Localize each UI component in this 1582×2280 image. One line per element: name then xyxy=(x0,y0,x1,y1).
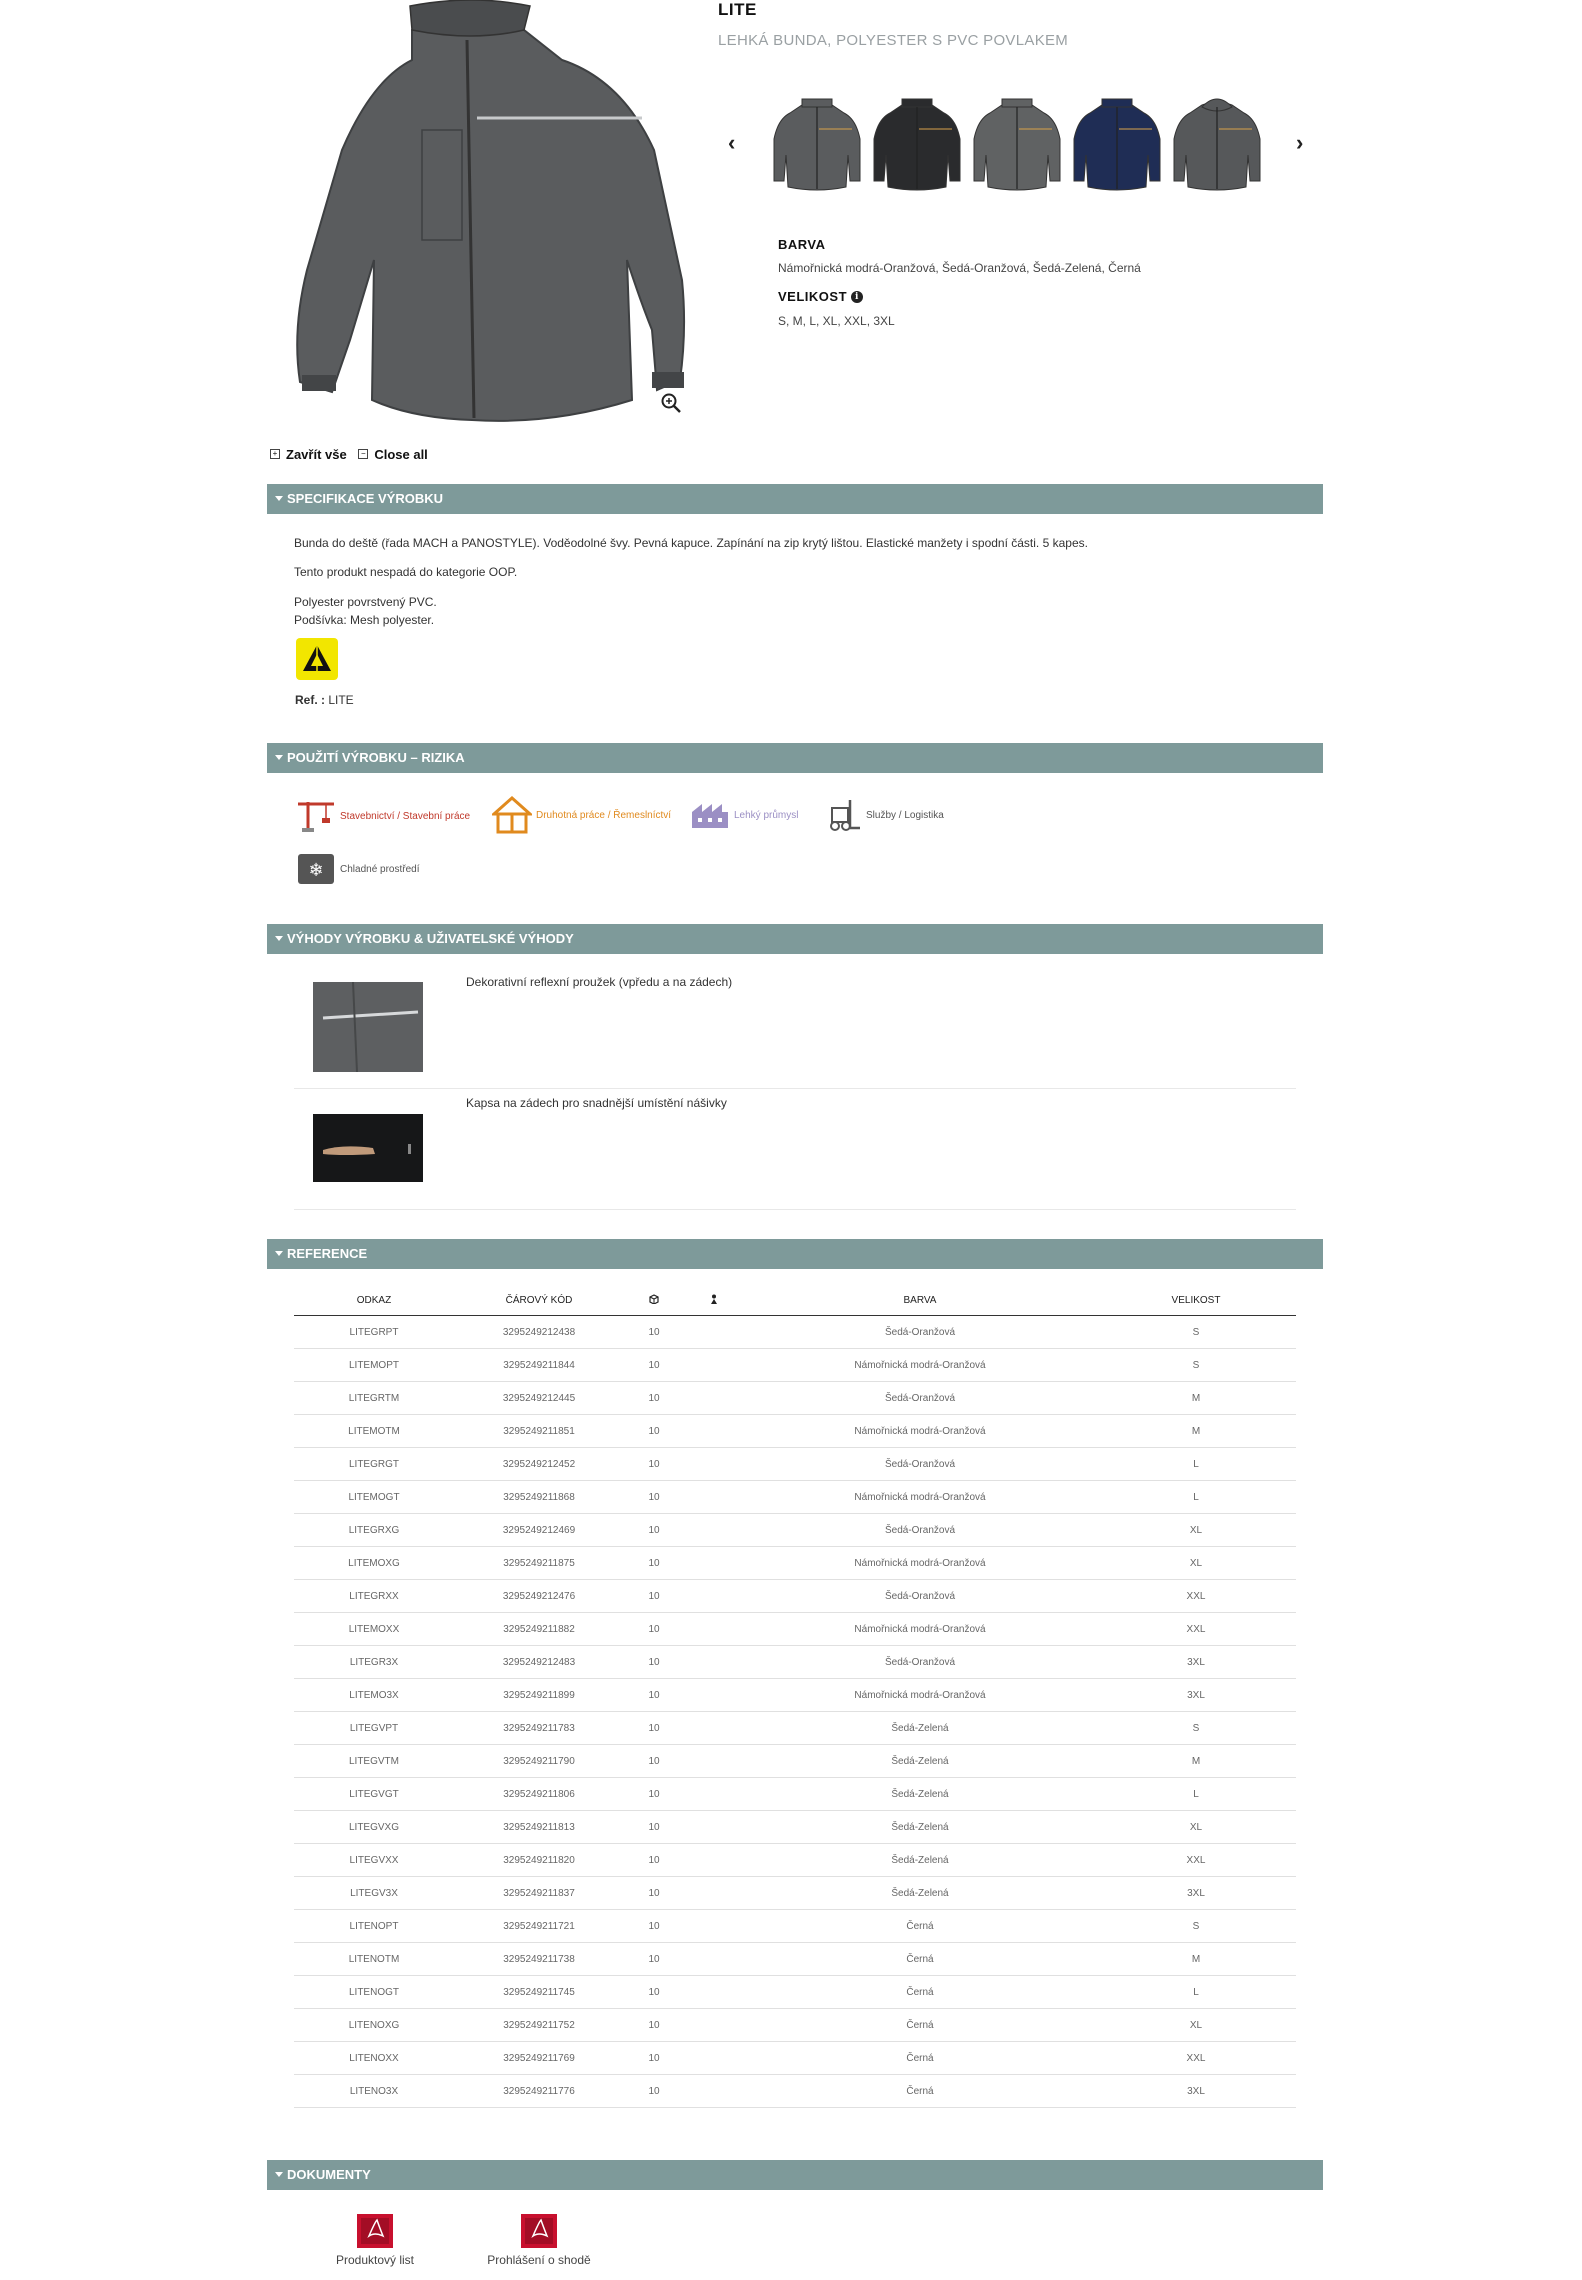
table-row xyxy=(294,1679,1296,1712)
cell-box-qty: 10 xyxy=(624,1481,684,1514)
section-header-specification[interactable] xyxy=(267,484,1323,514)
cell-ref: LITENOPT xyxy=(294,1910,454,1943)
cell-barcode: 3295249211776 xyxy=(454,2075,624,2108)
table-row xyxy=(294,1580,1296,1613)
cell-person xyxy=(684,1481,744,1514)
cell-barcode: 3295249212483 xyxy=(454,1646,624,1679)
cell-ref: LITEGVGT xyxy=(294,1778,454,1811)
column-header-box-icon xyxy=(624,1285,684,1316)
cell-color: Šedá-Oranžová xyxy=(744,1316,1096,1349)
cell-box-qty: 10 xyxy=(624,1547,684,1580)
thumbnail[interactable] xyxy=(1172,95,1262,191)
cell-barcode: 3295249211790 xyxy=(454,1745,624,1778)
cell-ref: LITENOTM xyxy=(294,1943,454,1976)
cell-box-qty: 10 xyxy=(624,1679,684,1712)
cell-size: XL xyxy=(1096,2009,1296,2042)
table-row xyxy=(294,1316,1296,1349)
cell-box-qty: 10 xyxy=(624,1778,684,1811)
cell-size: S xyxy=(1096,1910,1296,1943)
cell-size: XXL xyxy=(1096,1844,1296,1877)
cell-person xyxy=(684,1811,744,1844)
benefit-image-pocket xyxy=(313,1114,423,1182)
cell-ref: LITEMOXG xyxy=(294,1547,454,1580)
table-row xyxy=(294,1382,1296,1415)
person-icon xyxy=(709,1294,719,1304)
cell-ref: LITEMOTM xyxy=(294,1415,454,1448)
table-row xyxy=(294,1910,1296,1943)
usage-item-light-industry xyxy=(690,800,798,830)
cell-size: XL xyxy=(1096,1811,1296,1844)
cell-person xyxy=(684,1580,744,1613)
document-label: Produktový list xyxy=(335,2253,415,2267)
table-row xyxy=(294,1844,1296,1877)
document-declaration[interactable] xyxy=(478,2212,600,2267)
section-header-usage[interactable] xyxy=(267,743,1323,773)
size-label: VELIKOST xyxy=(778,289,848,304)
table-row xyxy=(294,1349,1296,1382)
carousel-prev-icon[interactable]: ‹ xyxy=(728,130,736,155)
factory-icon xyxy=(690,800,730,830)
cell-person xyxy=(684,1613,744,1646)
cell-person xyxy=(684,1877,744,1910)
column-header-person-icon xyxy=(684,1285,744,1316)
table-row xyxy=(294,1415,1296,1448)
cell-person xyxy=(684,1448,744,1481)
cell-barcode: 3295249211820 xyxy=(454,1844,624,1877)
cell-size: XXL xyxy=(1096,2042,1296,2075)
cell-box-qty: 10 xyxy=(624,1382,684,1415)
table-row xyxy=(294,1646,1296,1679)
cell-size: XL xyxy=(1096,1547,1296,1580)
color-value: Námořnická modrá-Oranžová, Šedá-Oranžová, Šedá-Zelená, Černá xyxy=(778,261,1141,275)
cell-ref: LITENOGT xyxy=(294,1976,454,2009)
info-icon[interactable]: i xyxy=(851,291,863,303)
cell-size: XXL xyxy=(1096,1580,1296,1613)
caret-down-icon xyxy=(275,496,283,501)
table-row xyxy=(294,1514,1296,1547)
spec-material: Polyester povrstvený PVC. xyxy=(294,595,437,609)
cell-ref: LITEMOPT xyxy=(294,1349,454,1382)
cell-box-qty: 10 xyxy=(624,1910,684,1943)
cell-size: 3XL xyxy=(1096,1877,1296,1910)
size-label-row xyxy=(778,289,863,304)
cell-color: Šedá-Zelená xyxy=(744,1844,1096,1877)
cell-color: Šedá-Oranžová xyxy=(744,1646,1096,1679)
table-row xyxy=(294,2075,1296,2108)
close-all-toggle[interactable] xyxy=(358,447,427,462)
cell-barcode: 3295249211769 xyxy=(454,2042,624,2075)
cell-box-qty: 10 xyxy=(624,1580,684,1613)
ref-value: LITE xyxy=(328,693,354,707)
table-row xyxy=(294,1448,1296,1481)
cell-ref: LITEGRTM xyxy=(294,1382,454,1415)
table-row xyxy=(294,1547,1296,1580)
expand-all-label: Zavřít vše xyxy=(286,446,347,462)
cell-barcode: 3295249211752 xyxy=(454,2009,624,2042)
cell-person xyxy=(684,1844,744,1877)
pdf-icon xyxy=(517,2212,561,2250)
cell-color: Černá xyxy=(744,2042,1096,2075)
caret-down-icon xyxy=(275,2172,283,2177)
crane-icon xyxy=(296,798,336,834)
cell-color: Černá xyxy=(744,1910,1096,1943)
cell-barcode: 3295249211721 xyxy=(454,1910,624,1943)
cell-ref: LITENOXG xyxy=(294,2009,454,2042)
cell-color: Černá xyxy=(744,1943,1096,1976)
cell-size: L xyxy=(1096,1481,1296,1514)
cell-barcode: 3295249211783 xyxy=(454,1712,624,1745)
cell-ref: LITENOXX xyxy=(294,2042,454,2075)
cell-ref: LITEGVTM xyxy=(294,1745,454,1778)
cell-box-qty: 10 xyxy=(624,1877,684,1910)
cell-barcode: 3295249212445 xyxy=(454,1382,624,1415)
cell-ref: LITEGRXX xyxy=(294,1580,454,1613)
table-row xyxy=(294,1613,1296,1646)
cell-color: Námořnická modrá-Oranžová xyxy=(744,1415,1096,1448)
cell-ref: LITEMOGT xyxy=(294,1481,454,1514)
cell-ref: LITEGVXG xyxy=(294,1811,454,1844)
cell-color: Šedá-Oranžová xyxy=(744,1448,1096,1481)
cell-box-qty: 10 xyxy=(624,1745,684,1778)
cell-size: L xyxy=(1096,1778,1296,1811)
caret-down-icon xyxy=(275,1251,283,1256)
section-header-documents[interactable] xyxy=(267,2160,1323,2190)
cell-ref: LITEGVXX xyxy=(294,1844,454,1877)
thumbnail[interactable] xyxy=(972,95,1062,191)
section-title: VÝHODY VÝROBKU & UŽIVATELSKÉ VÝHODY xyxy=(287,931,574,946)
section-title: REFERENCE xyxy=(287,1246,368,1261)
cell-size: S xyxy=(1096,1712,1296,1745)
expand-all-toggle[interactable] xyxy=(270,447,347,462)
table-row xyxy=(294,1778,1296,1811)
cell-ref: LITENO3X xyxy=(294,2075,454,2108)
benefit-text: Dekorativní reflexní proužek (vpředu a na zádech) xyxy=(466,975,733,989)
minus-icon: − xyxy=(358,449,368,459)
cell-person xyxy=(684,1712,744,1745)
cell-person xyxy=(684,1415,744,1448)
cell-size: 3XL xyxy=(1096,2075,1296,2108)
cell-person xyxy=(684,1745,744,1778)
cell-barcode: 3295249212476 xyxy=(454,1580,624,1613)
svg-text:❄: ❄ xyxy=(308,860,324,881)
cell-ref: LITEGRXG xyxy=(294,1514,454,1547)
cell-barcode: 3295249211851 xyxy=(454,1415,624,1448)
cell-person xyxy=(684,1778,744,1811)
usage-label: Služby / Logistika xyxy=(866,809,944,821)
table-row xyxy=(294,1481,1296,1514)
cell-color: Šedá-Zelená xyxy=(744,1778,1096,1811)
cell-size: M xyxy=(1096,1382,1296,1415)
carousel-next-icon[interactable]: › xyxy=(1296,130,1304,155)
table-row xyxy=(294,1811,1296,1844)
cell-person xyxy=(684,1910,744,1943)
cell-box-qty: 10 xyxy=(624,1844,684,1877)
close-all-label: Close all xyxy=(374,446,428,462)
usage-label: Druhotná práce / Řemeslníctví xyxy=(536,809,672,821)
thumbnail[interactable] xyxy=(872,95,962,191)
cell-size: XL xyxy=(1096,1514,1296,1547)
column-header-barcode: ČÁROVÝ KÓD xyxy=(454,1285,624,1316)
usage-item-logistics xyxy=(822,798,944,832)
cell-barcode: 3295249211738 xyxy=(454,1943,624,1976)
table-row xyxy=(294,1745,1296,1778)
section-header-benefits[interactable] xyxy=(267,924,1323,954)
section-title: POUŽITÍ VÝROBKU – RIZIKA xyxy=(287,750,465,765)
cell-color: Černá xyxy=(744,1976,1096,2009)
cell-color: Šedá-Zelená xyxy=(744,1877,1096,1910)
cell-box-qty: 10 xyxy=(624,2009,684,2042)
cell-barcode: 3295249211837 xyxy=(454,1877,624,1910)
usage-item-construction xyxy=(296,798,470,834)
cell-box-qty: 10 xyxy=(624,1613,684,1646)
cell-box-qty: 10 xyxy=(624,1976,684,2009)
cell-ref: LITEGVPT xyxy=(294,1712,454,1745)
spec-lining: Podšívka: Mesh polyester. xyxy=(294,613,435,627)
spec-description: Bunda do deště (řada MACH a PANOSTYLE). Voděodolné švy. Pevná kapuce. Zapínání na zip krytý lištou. Elastické manžety i spodní části. 5 kapes. xyxy=(294,536,1088,550)
table-row xyxy=(294,1877,1296,1910)
usage-label: Stavebnictví / Stavební práce xyxy=(340,810,471,822)
cell-box-qty: 10 xyxy=(624,1646,684,1679)
section-header-reference[interactable] xyxy=(267,1239,1323,1269)
cell-size: M xyxy=(1096,1415,1296,1448)
forklift-icon xyxy=(822,798,862,832)
cell-color: Šedá-Zelená xyxy=(744,1745,1096,1778)
cell-barcode: 3295249211868 xyxy=(454,1481,624,1514)
benefit-divider xyxy=(294,1088,1296,1089)
cell-box-qty: 10 xyxy=(624,1448,684,1481)
cell-size: L xyxy=(1096,1976,1296,2009)
benefit-text: Kapsa na zádech pro snadnější umístění nášivky xyxy=(466,1096,727,1110)
section-title: DOKUMENTY xyxy=(287,2167,371,2182)
cell-person xyxy=(684,1976,744,2009)
column-header-color: BARVA xyxy=(744,1285,1096,1316)
cell-person xyxy=(684,1679,744,1712)
product-subtitle: LEHKÁ BUNDA, POLYESTER S PVC POVLAKEM xyxy=(718,32,1069,49)
cell-color: Námořnická modrá-Oranžová xyxy=(744,1349,1096,1382)
color-label: BARVA xyxy=(778,237,826,252)
thumbnail[interactable] xyxy=(1072,95,1162,191)
cell-color: Námořnická modrá-Oranžová xyxy=(744,1679,1096,1712)
cell-person xyxy=(684,1349,744,1382)
cell-box-qty: 10 xyxy=(624,1514,684,1547)
cell-barcode: 3295249211899 xyxy=(454,1679,624,1712)
table-header-row xyxy=(294,1285,1296,1316)
cell-size: S xyxy=(1096,1349,1296,1382)
cell-size: 3XL xyxy=(1096,1646,1296,1679)
cell-size: M xyxy=(1096,1943,1296,1976)
cell-barcode: 3295249211875 xyxy=(454,1547,624,1580)
cell-barcode: 3295249211806 xyxy=(454,1778,624,1811)
cell-color: Šedá-Oranžová xyxy=(744,1382,1096,1415)
cell-color: Námořnická modrá-Oranžová xyxy=(744,1613,1096,1646)
usage-item-cold xyxy=(296,852,420,886)
cell-barcode: 3295249211882 xyxy=(454,1613,624,1646)
table-row xyxy=(294,2009,1296,2042)
benefit-image-reflective xyxy=(313,982,423,1072)
cell-barcode: 3295249212452 xyxy=(454,1448,624,1481)
house-frame-icon xyxy=(492,796,532,834)
cell-barcode: 3295249211745 xyxy=(454,1976,624,2009)
cell-person xyxy=(684,1646,744,1679)
cell-person xyxy=(684,1547,744,1580)
cell-person xyxy=(684,2009,744,2042)
cell-ref: LITEMO3X xyxy=(294,1679,454,1712)
cell-size: L xyxy=(1096,1448,1296,1481)
cell-ref: LITEGRGT xyxy=(294,1448,454,1481)
zoom-icon[interactable] xyxy=(660,392,682,414)
cell-box-qty: 10 xyxy=(624,1415,684,1448)
cell-color: Černá xyxy=(744,2009,1096,2042)
cell-barcode: 3295249211844 xyxy=(454,1349,624,1382)
usage-label: Chladné prostředí xyxy=(340,863,420,875)
pdf-icon xyxy=(353,2212,397,2250)
cell-box-qty: 10 xyxy=(624,1316,684,1349)
cell-box-qty: 10 xyxy=(624,1712,684,1745)
column-header-size: VELIKOST xyxy=(1096,1285,1296,1316)
caret-down-icon xyxy=(275,755,283,760)
cell-color: Šedá-Oranžová xyxy=(744,1580,1096,1613)
usage-label: Lehký průmysl xyxy=(734,809,799,821)
table-row xyxy=(294,1976,1296,2009)
cell-color: Námořnická modrá-Oranžová xyxy=(744,1547,1096,1580)
cell-barcode: 3295249212438 xyxy=(454,1316,624,1349)
product-main-image[interactable] xyxy=(262,0,694,430)
cell-size: M xyxy=(1096,1745,1296,1778)
cell-person xyxy=(684,1382,744,1415)
benefit-divider xyxy=(294,1209,1296,1210)
cell-barcode: 3295249212469 xyxy=(454,1514,624,1547)
reference-table xyxy=(294,1285,1296,2108)
document-product-sheet[interactable] xyxy=(320,2212,430,2267)
column-header-ref: ODKAZ xyxy=(294,1285,454,1316)
cell-size: S xyxy=(1096,1316,1296,1349)
cell-color: Námořnická modrá-Oranžová xyxy=(744,1481,1096,1514)
cell-box-qty: 10 xyxy=(624,1811,684,1844)
cell-person xyxy=(684,1514,744,1547)
cell-box-qty: 10 xyxy=(624,1349,684,1382)
spec-ppe-note: Tento produkt nespadá do kategorie OOP. xyxy=(294,565,518,579)
cell-color: Šedá-Zelená xyxy=(744,1811,1096,1844)
table-row xyxy=(294,2042,1296,2075)
cell-ref: LITEGR3X xyxy=(294,1646,454,1679)
box-icon xyxy=(649,1294,659,1304)
cell-color: Šedá-Oranžová xyxy=(744,1514,1096,1547)
reference-line xyxy=(295,693,354,707)
section-title: SPECIFIKACE VÝROBKU xyxy=(287,491,444,506)
document-label: Prohlášení o shodě xyxy=(487,2253,591,2267)
cell-ref: LITEGRPT xyxy=(294,1316,454,1349)
snowflake-icon xyxy=(296,852,336,886)
ref-label: Ref. : xyxy=(295,693,325,707)
cell-person xyxy=(684,2042,744,2075)
table-row xyxy=(294,1712,1296,1745)
cell-ref: LITEGV3X xyxy=(294,1877,454,1910)
cell-box-qty: 10 xyxy=(624,2075,684,2108)
cell-size: XXL xyxy=(1096,1613,1296,1646)
cell-person xyxy=(684,1316,744,1349)
cell-color: Šedá-Zelená xyxy=(744,1712,1096,1745)
cell-ref: LITEMOXX xyxy=(294,1613,454,1646)
cell-person xyxy=(684,1943,744,1976)
product-title: LITE xyxy=(718,0,757,19)
cell-color: Černá xyxy=(744,2075,1096,2108)
usage-item-craft xyxy=(492,796,671,834)
plus-icon: + xyxy=(270,449,280,459)
cell-barcode: 3295249211813 xyxy=(454,1811,624,1844)
cell-person xyxy=(684,2075,744,2108)
cell-box-qty: 10 xyxy=(624,1943,684,1976)
cell-size: 3XL xyxy=(1096,1679,1296,1712)
table-row xyxy=(294,1943,1296,1976)
caret-down-icon xyxy=(275,936,283,941)
size-value: S, M, L, XL, XXL, 3XL xyxy=(778,314,895,328)
thumbnail[interactable] xyxy=(772,95,862,191)
expand-collapse-toggles xyxy=(270,444,436,462)
cell-box-qty: 10 xyxy=(624,2042,684,2075)
brand-logo-icon xyxy=(296,638,338,680)
